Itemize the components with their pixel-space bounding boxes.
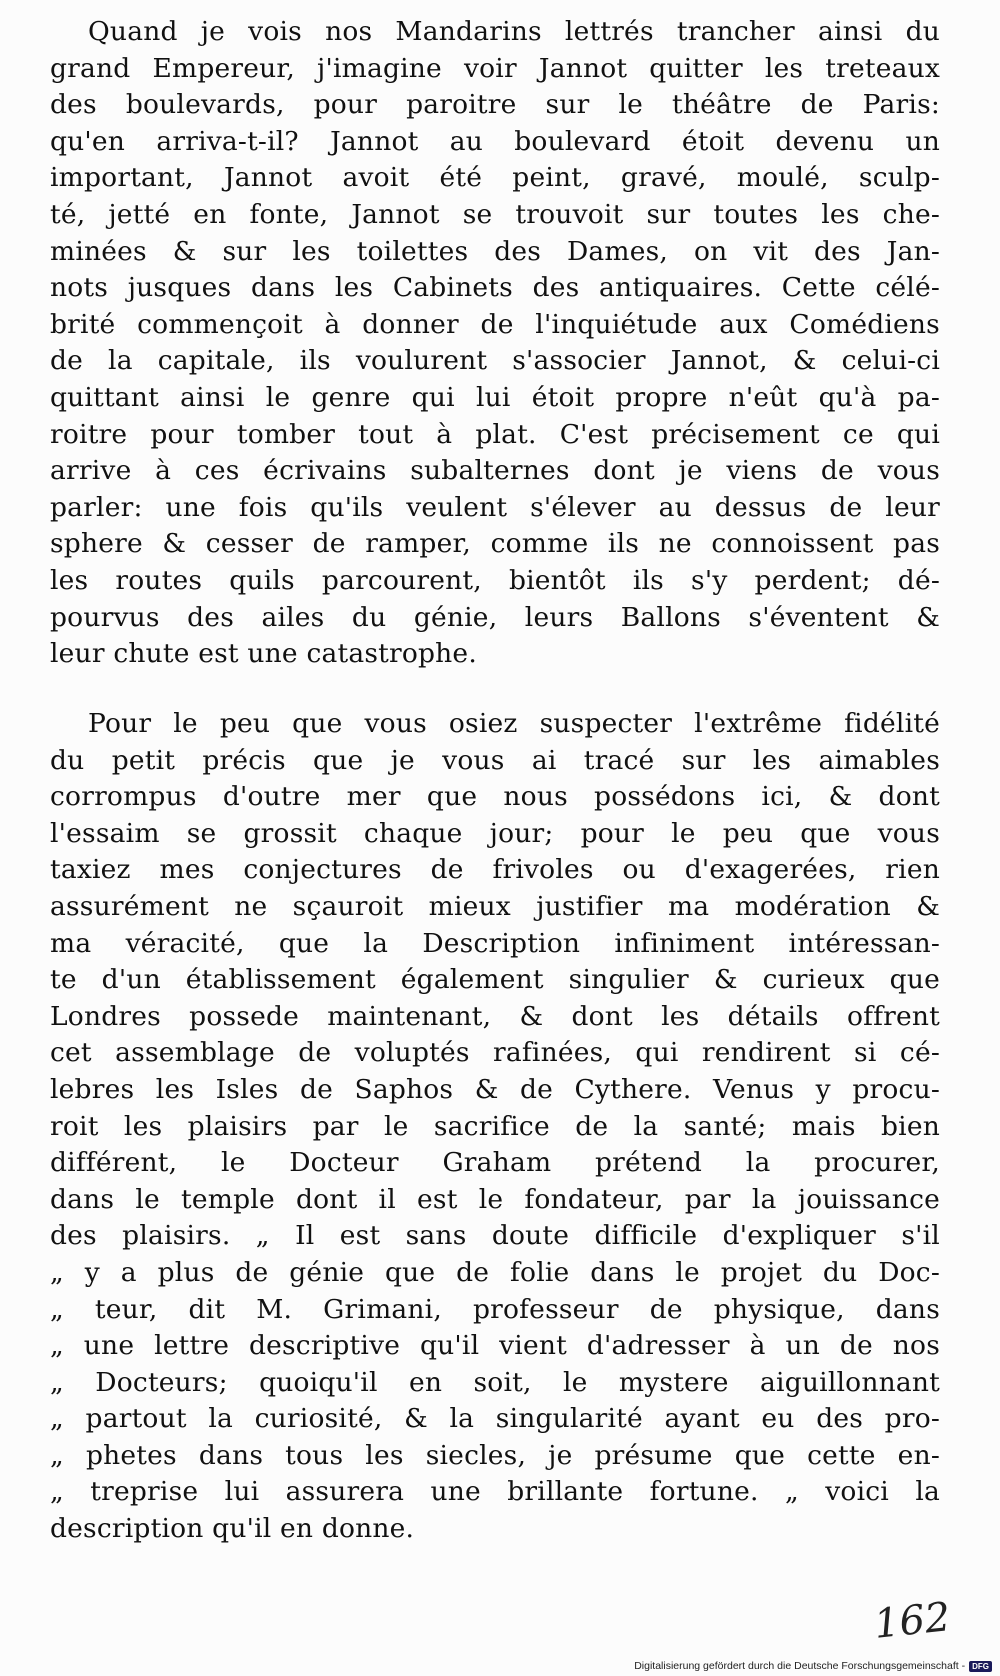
text-line: des plaisirs. „ Il est sans doute difficile d'expliquer s'il — [50, 1220, 940, 1252]
text-line: té, jetté en fonte, Jannot se trouvoit sur toutes les che- — [50, 198, 940, 230]
text-line: „ une lettre descriptive qu'il vient d'adresser à un de nos — [50, 1330, 940, 1362]
text-line: qu'en arriva-t-il? Jannot au boulevard étoit devenu un — [50, 125, 940, 157]
footer-text: Digitalisierung gefördert durch die Deutsche Forschungsgemeinschaft - — [634, 1660, 966, 1672]
text-line: Quand je vois nos Mandarins lettrés trancher ainsi du — [88, 16, 940, 47]
text-line: te d'un établissement également singulier & curieux que — [50, 964, 940, 996]
paragraph-2 — [50, 706, 940, 1548]
text-line: grand Empereur, j'imagine voir Jannot quitter les treteaux — [50, 52, 940, 84]
text-line: ma véracité, que la Description infiniment intéressan- — [50, 927, 940, 959]
text-line: parler: une fois qu'ils veulent s'élever au dessus de leur — [50, 491, 940, 523]
text-line: arrive à ces écrivains subalternes dont je viens de vous — [50, 455, 940, 487]
text-line: nots jusques dans les Cabinets des antiquaires. Cette célé- — [50, 272, 940, 304]
text-line: de la capitale, ils voulurent s'associer Jannot, & celui-ci — [50, 345, 940, 377]
text-line: corrompus d'outre mer que nous possédons ici, & dont — [50, 781, 940, 813]
text-line: du petit précis que je vous ai tracé sur les aimables — [50, 744, 940, 776]
text-line: „ phetes dans tous les siecles, je présume que cette en- — [50, 1439, 940, 1471]
text-line: Pour le peu que vous osiez suspecter l'extrême fidélité — [88, 708, 940, 739]
text-line: lebres les Isles de Saphos & de Cythere. Venus y procu- — [50, 1073, 940, 1105]
dfg-logo-icon: DFG — [969, 1661, 992, 1672]
text-line: des boulevards, pour paroitre sur le théâtre de Paris: — [50, 89, 940, 121]
text-line: quittant ainsi le genre qui lui étoit propre n'eût qu'à pa- — [50, 381, 940, 413]
text-line: „ teur, dit M. Grimani, professeur de physique, dans — [50, 1293, 940, 1325]
text-line: Londres possede maintenant, & dont les détails offrent — [50, 1000, 940, 1032]
text-line: assurément ne sçauroit mieux justifier ma modération & — [50, 890, 940, 922]
paragraph-1 — [50, 14, 940, 673]
text-line: important, Jannot avoit été peint, gravé, moulé, sculp- — [50, 162, 940, 194]
text-line: description qu'il en donne. — [50, 1513, 415, 1545]
text-line: dans le temple dont il est le fondateur, par la jouissance — [50, 1183, 940, 1215]
text-line: pourvus des ailes du génie, leurs Ballons s'éventent & — [50, 601, 940, 633]
page-number: 162 — [871, 1594, 953, 1648]
text-line: „ treprise lui assurera une brillante fortune. „ voici la — [50, 1476, 940, 1508]
text-line: „ Docteurs; quoiqu'il en soit, le mystere aiguillonnant — [50, 1366, 940, 1398]
text-line: cet assemblage de voluptés rafinées, qui rendirent si cé- — [50, 1037, 940, 1069]
text-line: taxiez mes conjectures de frivoles ou d'exagerées, rien — [50, 854, 940, 886]
text-line: „ y a plus de génie que de folie dans le projet du Doc- — [50, 1256, 940, 1288]
text-line: brité commençoit à donner de l'inquiétude aux Comédiens — [50, 308, 940, 340]
text-line: roit les plaisirs par le sacrifice de la santé; mais bien — [50, 1110, 940, 1142]
digitization-footer — [634, 1660, 992, 1672]
text-line: différent, le Docteur Graham prétend la procurer, — [50, 1147, 940, 1179]
text-line: l'essaim se grossit chaque jour; pour le peu que vous — [50, 817, 940, 849]
text-line: minées & sur les toilettes des Dames, on vit des Jan- — [50, 235, 940, 267]
text-line: les routes quils parcourent, bientôt ils s'y perdent; dé- — [50, 564, 940, 596]
text-line: „ partout la curiosité, & la singularité ayant eu des pro- — [50, 1403, 940, 1435]
text-line: roitre pour tomber tout à plat. C'est précisement ce qui — [50, 418, 940, 450]
text-line: leur chute est une catastrophe. — [50, 638, 477, 670]
text-line: sphere & cesser de ramper, comme ils ne connoissent pas — [50, 528, 940, 560]
